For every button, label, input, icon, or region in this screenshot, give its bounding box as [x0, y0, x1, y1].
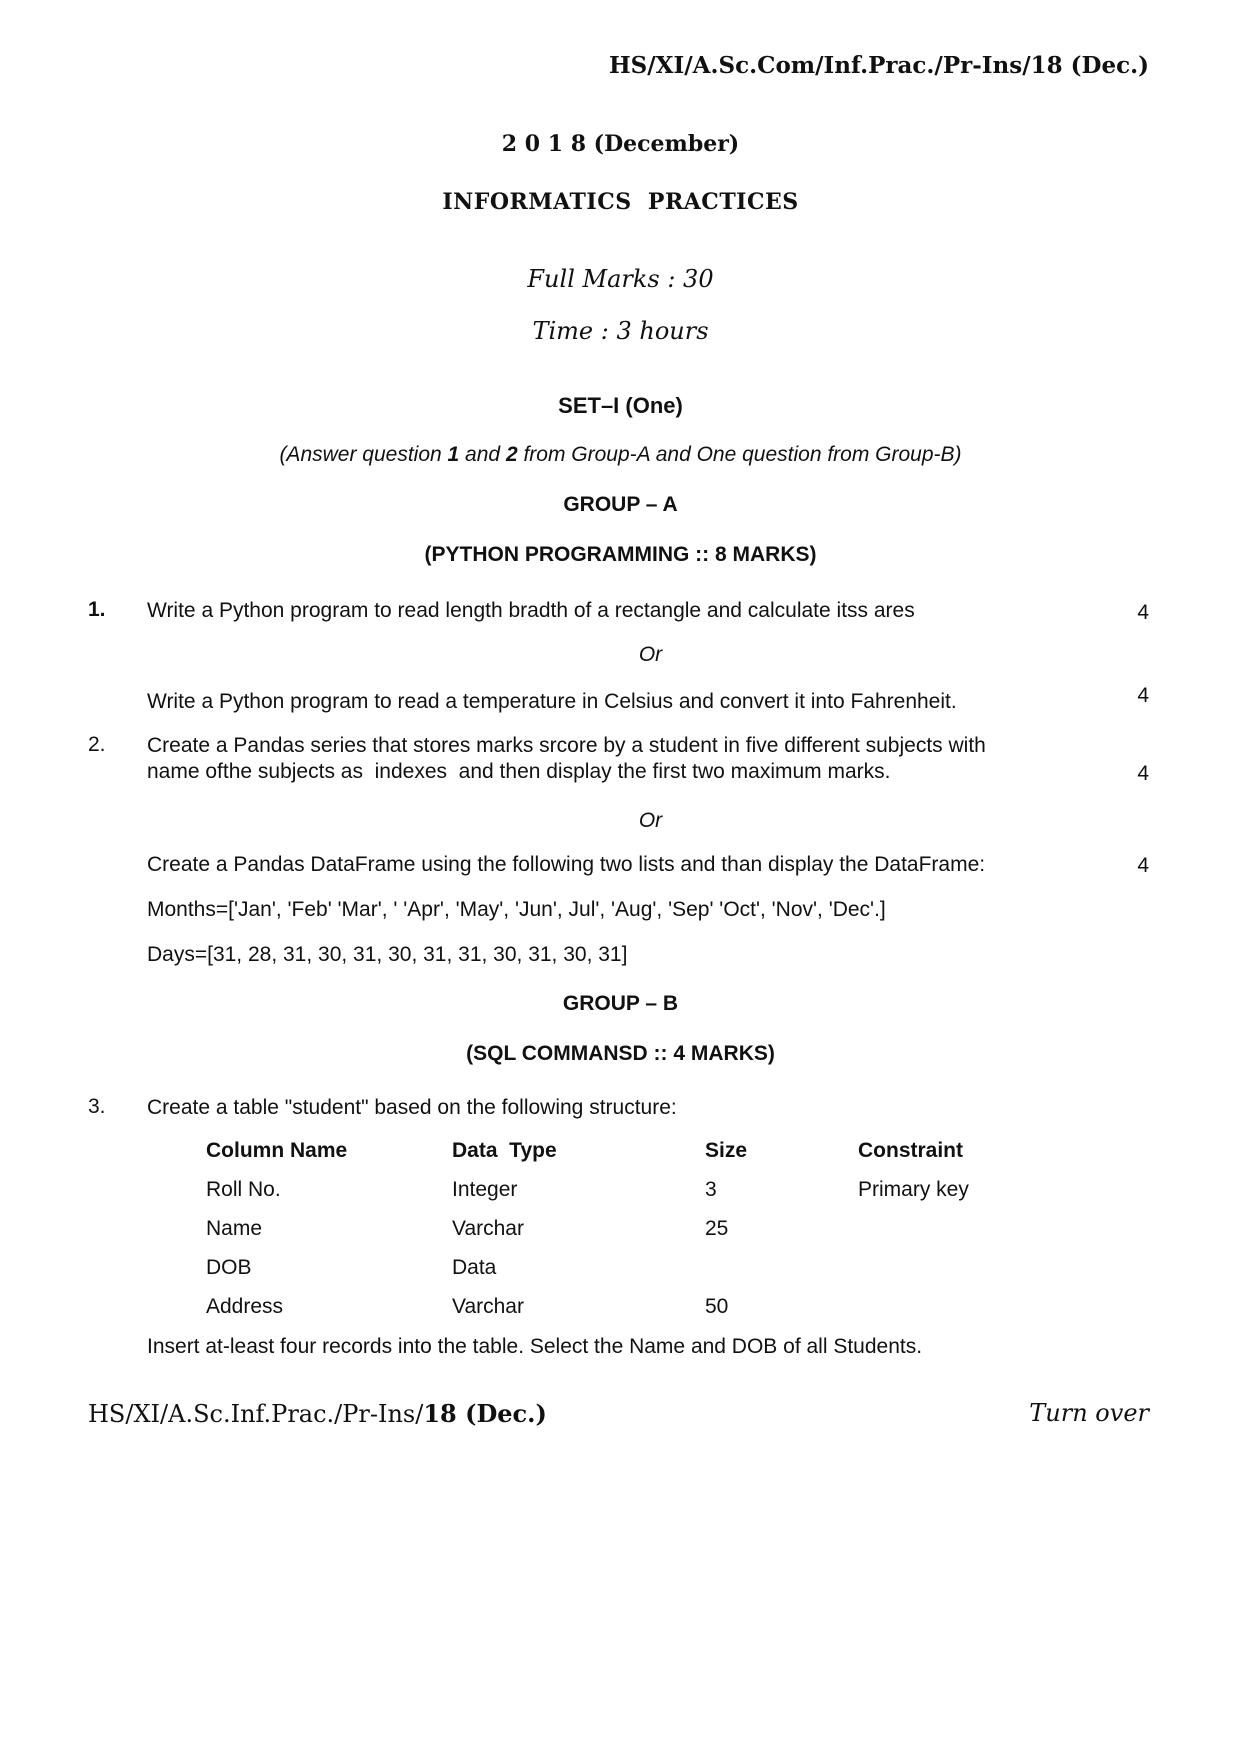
q2-alt-marks: 4 — [1137, 854, 1149, 877]
q2-number: 2. — [88, 733, 106, 756]
q3-text: Create a table "student" based on the following structure: — [147, 1096, 677, 1119]
subject-title: INFORMATICS PRACTICES — [442, 189, 799, 215]
table-cell: Roll No. — [206, 1178, 281, 1201]
footer-code-bold: 18 (Dec.) — [423, 1399, 547, 1428]
set-label: SET–I (One) — [558, 393, 683, 418]
table-cell: Integer — [452, 1178, 518, 1201]
table-header-data-type: Data Type — [452, 1139, 557, 1162]
full-marks: Full Marks : 30 — [527, 265, 714, 293]
q2-months-list: Months=['Jan', 'Feb' 'Mar', ' 'Apr', 'May', 'Jun', Jul', 'Aug', 'Sep' 'Oct', 'Nov', 'Dec'.] — [147, 898, 886, 921]
exam-year: 2 0 1 8 (December) — [501, 131, 740, 157]
q2-days-list: Days=[31, 28, 31, 30, 31, 30, 31, 31, 30, 31, 30, 31] — [147, 943, 628, 966]
instruction-part2: and — [459, 443, 506, 466]
table-cell: Varchar — [452, 1217, 524, 1240]
group-a-title: GROUP – A — [563, 493, 678, 516]
instruction-q1: 1 — [447, 443, 460, 466]
table-cell: Name — [206, 1217, 263, 1240]
group-b-subtitle: (SQL COMMANSD :: 4 MARKS) — [466, 1042, 775, 1065]
q2-alt-text: Create a Pandas DataFrame using the following two lists and than display the DataFrame: — [147, 853, 986, 876]
q3-footer-text: Insert at-least four records into the table. Select the Name and DOB of all Students. — [147, 1335, 923, 1358]
q2-text-line1: Create a Pandas series that stores marks srcore by a student in five different subjects with — [147, 734, 986, 757]
table-cell: Varchar — [452, 1295, 524, 1318]
q2-or: Or — [638, 809, 663, 832]
table-cell: 25 — [705, 1217, 729, 1240]
table-cell: Primary key — [858, 1178, 969, 1201]
answer-instruction — [0, 443, 1241, 467]
q1-marks: 4 — [1137, 601, 1149, 624]
q2-marks: 4 — [1137, 762, 1149, 785]
instruction-part1: (Answer question — [279, 443, 448, 466]
q3-number: 3. — [88, 1095, 106, 1118]
q2-text-line2: name ofthe subjects as indexes and then display the first two maximum marks. — [147, 760, 891, 783]
table-cell: Address — [206, 1295, 284, 1318]
table-cell: 3 — [705, 1178, 717, 1201]
q1-alt-marks: 4 — [1137, 684, 1149, 707]
q1-text: Write a Python program to read length bradth of a rectangle and calculate itss ares — [147, 599, 915, 622]
exam-time: Time : 3 hours — [532, 317, 709, 345]
q1-or: Or — [638, 643, 663, 666]
group-a-subtitle: (PYTHON PROGRAMMING :: 8 MARKS) — [424, 543, 817, 566]
table-header-constraint: Constraint — [858, 1139, 963, 1162]
q1-number: 1. — [88, 598, 106, 621]
table-cell: 50 — [705, 1295, 729, 1318]
instruction-q2: 2 — [505, 443, 518, 466]
q1-alt-text: Write a Python program to read a temperature in Celsius and convert it into Fahrenheit. — [147, 690, 957, 713]
table-cell: DOB — [206, 1256, 252, 1279]
turn-over-label: Turn over — [1029, 1399, 1149, 1427]
paper-code: HS/XI/A.Sc.Com/Inf.Prac./Pr-Ins/18 (Dec.) — [608, 52, 1149, 79]
group-b-title: GROUP – B — [562, 992, 679, 1015]
table-header-size: Size — [705, 1139, 748, 1162]
table-header-column-name: Column Name — [206, 1139, 348, 1162]
table-cell: Data — [452, 1256, 497, 1279]
footer-code-prefix: HS/XI/A.Sc.Inf.Prac./Pr-Ins/ — [88, 1400, 424, 1428]
footer-paper-code — [88, 1399, 547, 1428]
instruction-part3: from Group-A and One question from Group-B) — [517, 443, 962, 466]
